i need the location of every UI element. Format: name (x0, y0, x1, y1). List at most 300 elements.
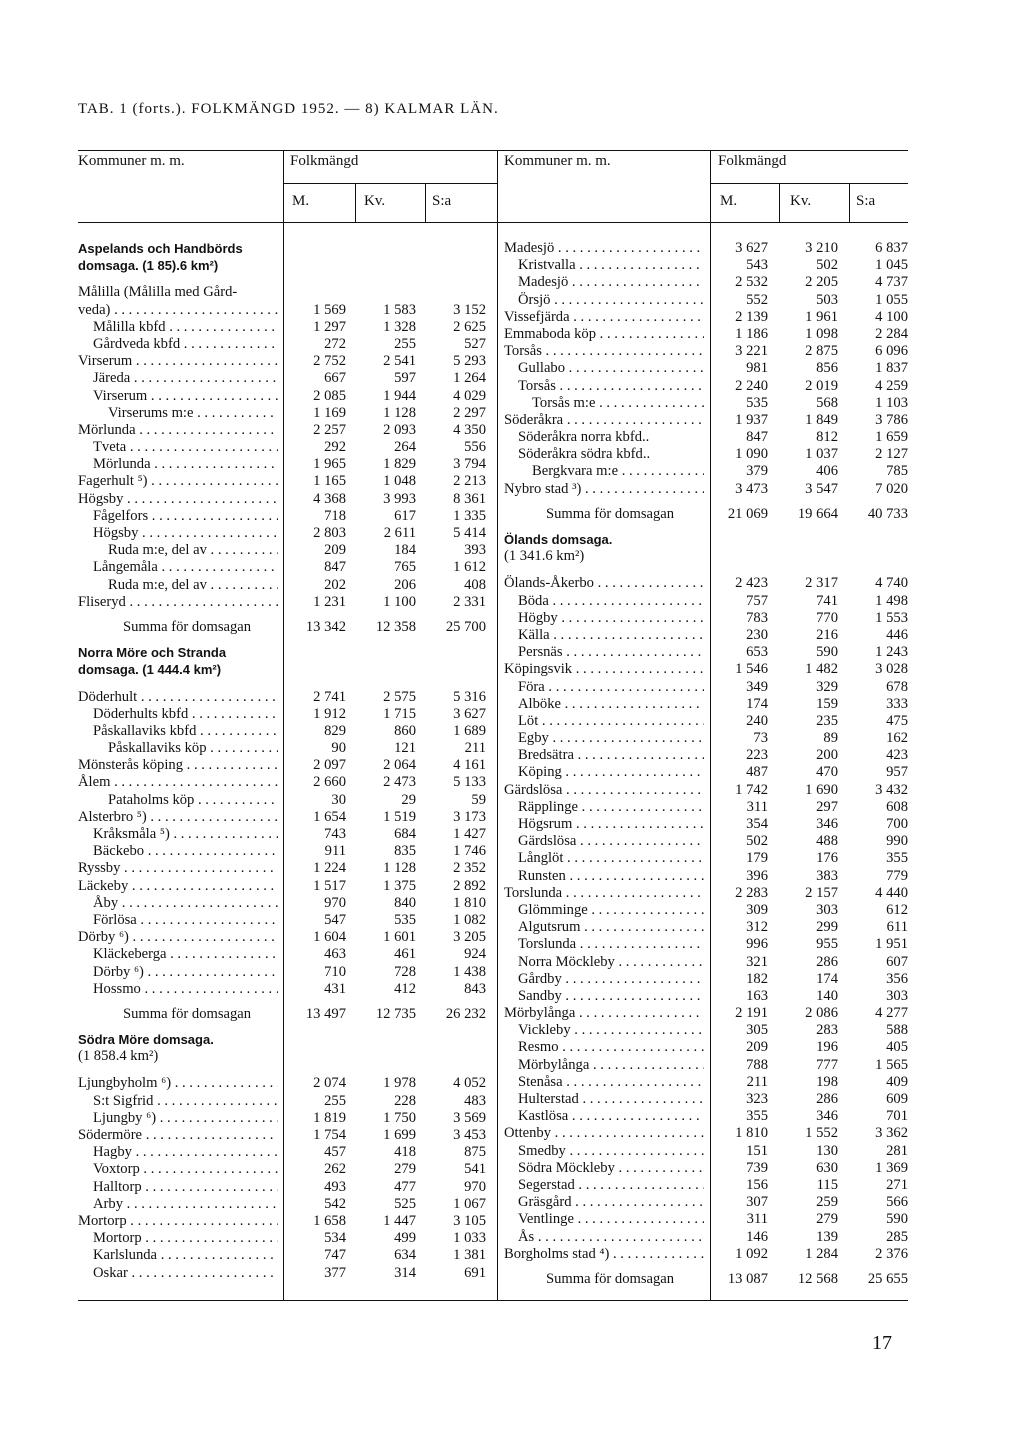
table-row (78, 284, 488, 301)
cell-m: 230 (746, 626, 768, 643)
table-row (78, 577, 488, 594)
cell-m: 2 752 (313, 353, 346, 370)
cell-m: 1 754 (313, 1127, 346, 1143)
row-label: Ryssby . . . (78, 860, 278, 877)
cell-sa: 3 627 (453, 705, 486, 722)
table-row (78, 257, 488, 274)
row-label: Ås . . . (518, 1229, 704, 1246)
row-label: Högsby . . . (93, 525, 278, 542)
cell-m: 1 169 (313, 404, 346, 421)
cell-kv: 1 328 (383, 318, 416, 335)
cell-kv: 176 (816, 850, 838, 867)
row-label: domsaga. (1 444.4 km²) (78, 662, 222, 678)
cell-m: 3 221 (735, 343, 768, 360)
cell-sa: 1 612 (453, 559, 486, 576)
row-label: Bergkvara m:e . . . (532, 463, 704, 480)
row-label: Nybro stad ³) . . . (504, 481, 704, 498)
row-label: Mörlunda . . . (93, 456, 278, 473)
cell-kv: 1 284 (805, 1245, 838, 1262)
cell-kv: 2 875 (805, 343, 838, 360)
cell-kv: 1 375 (383, 877, 416, 894)
cell-kv: 159 (816, 695, 838, 712)
row-label: Ålem . . . (78, 774, 278, 791)
cell-m: 747 (324, 1247, 346, 1264)
cell-m: 431 (324, 980, 346, 997)
row-label: Gärdslösa . . . (504, 782, 704, 799)
table-row (504, 1177, 908, 1194)
cell-sa: 2 213 (453, 473, 486, 490)
cell-m: 2 097 (313, 757, 346, 774)
cell-m: 829 (324, 722, 346, 739)
row-label: Kastlösa . . . (518, 1108, 704, 1125)
cell-kv: 198 (816, 1073, 838, 1090)
header-sa-left: S:a (432, 193, 452, 209)
cell-kv: 3 547 (805, 480, 838, 497)
row-label: Böda . . . (518, 593, 704, 610)
row-label: Mörbylånga . . . (504, 1005, 704, 1022)
cell-m: 788 (746, 1056, 768, 1073)
cell-m: 2 191 (735, 1005, 768, 1022)
row-label: Norra Möckleby . . . (518, 954, 704, 971)
row-label: Vickleby . . . (518, 1022, 704, 1039)
table-row (504, 1039, 908, 1056)
cell-sa: 1 243 (875, 644, 908, 661)
table-row (78, 774, 488, 791)
cell-m: 262 (324, 1161, 346, 1178)
cell-m: 2 660 (313, 774, 346, 791)
cell-kv: 488 (816, 833, 838, 850)
cell-sa: 990 (886, 833, 908, 850)
cell-kv: 418 (394, 1144, 416, 1161)
cell-sa: 4 161 (453, 757, 486, 774)
row-label: Mortorp . . . (93, 1230, 278, 1247)
row-label: Mörlunda . . . (78, 422, 278, 439)
table-row (78, 740, 488, 757)
cell-sa: 556 (464, 439, 486, 456)
cell-kv: 568 (816, 394, 838, 411)
cell-sa: 2 376 (875, 1245, 908, 1262)
cell-m: 2 532 (735, 274, 768, 291)
cell-m: 209 (324, 542, 346, 559)
cell-kv: 174 (816, 970, 838, 987)
row-label: Oskar . . . (93, 1265, 278, 1282)
cell-kv: 1 128 (383, 860, 416, 877)
table-row (78, 1213, 488, 1230)
table-row (78, 1048, 488, 1065)
header-m-left: M. (292, 193, 310, 209)
cell-m: 1 658 (313, 1212, 346, 1229)
row-label: veda) . . . (78, 302, 278, 319)
cell-m: 2 283 (735, 884, 768, 901)
cell-sa: 3 794 (453, 456, 486, 473)
row-label: Söderåkra norra kbfd.. (518, 429, 650, 446)
table-row (504, 446, 908, 463)
table-row (78, 1247, 488, 1264)
cell-sa: 4 029 (453, 387, 486, 404)
cell-m: 667 (324, 370, 346, 387)
cell-sa: 2 625 (453, 318, 486, 335)
row-label: Köpingsvik . . . (504, 661, 704, 678)
cell-kv: 412 (394, 980, 416, 997)
table-row (78, 1230, 488, 1247)
cell-m: 1 937 (735, 411, 768, 428)
table-row (78, 1179, 488, 1196)
table-row (504, 593, 908, 610)
cell-m: 1 965 (313, 456, 346, 473)
cell-sa: 1 033 (453, 1230, 486, 1247)
cell-kv: 206 (394, 576, 416, 593)
table-row (78, 946, 488, 963)
cell-m: 151 (746, 1142, 768, 1159)
row-label: Emmaboda köp . . . (504, 326, 704, 343)
row-label: Föra . . . (518, 679, 704, 696)
cell-m: 463 (324, 946, 346, 963)
cell-sa: 541 (464, 1161, 486, 1178)
row-label: Åby . . . (93, 895, 278, 912)
table-row (504, 799, 908, 816)
rule-right-m (779, 183, 780, 222)
cell-kv: 1 944 (383, 387, 416, 404)
cell-m: 379 (746, 463, 768, 480)
cell-kv: 1 519 (383, 808, 416, 825)
cell-m: 2 139 (735, 308, 768, 325)
table-row (78, 1265, 488, 1282)
cell-m: 2 074 (313, 1075, 346, 1092)
row-label: Torsås . . . (504, 343, 704, 360)
cell-sa: 1 082 (453, 911, 486, 928)
row-label: Runsten . . . (518, 868, 704, 885)
cell-kv: 1 829 (383, 456, 416, 473)
cell-kv: 860 (394, 722, 416, 739)
table-row (78, 336, 488, 353)
cell-m: 534 (324, 1230, 346, 1247)
row-label: Mönsterås köping . . . (78, 757, 278, 774)
row-label: Gårdby . . . (518, 971, 704, 988)
cell-sa: 590 (886, 1211, 908, 1228)
cell-kv: 130 (816, 1142, 838, 1159)
right-table-column (504, 240, 908, 1288)
table-row (504, 481, 908, 498)
cell-kv: 2 064 (383, 757, 416, 774)
cell-sa: 333 (886, 695, 908, 712)
table-row (504, 1143, 908, 1160)
cell-m: 305 (746, 1022, 768, 1039)
table-row (504, 257, 908, 274)
cell-kv: 2 019 (805, 377, 838, 394)
cell-kv: 617 (394, 507, 416, 524)
cell-m: 321 (746, 953, 768, 970)
cell-m: 535 (746, 394, 768, 411)
cell-m: 2 240 (735, 377, 768, 394)
row-label: Gullabo . . . (518, 360, 704, 377)
table-row (504, 696, 908, 713)
row-label: Långemåla . . . (93, 559, 278, 576)
cell-sa: 423 (886, 747, 908, 764)
cell-sa: 3 453 (453, 1127, 486, 1143)
cell-kv: 477 (394, 1178, 416, 1195)
table-row (78, 302, 488, 319)
cell-sa: 970 (464, 1178, 486, 1195)
table-row (78, 792, 488, 809)
cell-sa: 1 498 (875, 592, 908, 609)
cell-m: 487 (746, 764, 768, 781)
row-label: Segerstad . . . (518, 1177, 704, 1194)
rule-left-m (355, 183, 356, 222)
row-label: Torslunda . . . (518, 936, 704, 953)
cell-kv: 3 993 (383, 490, 416, 507)
cell-sa: 1 369 (875, 1159, 908, 1176)
table-row (78, 929, 488, 946)
cell-kv: 461 (394, 946, 416, 963)
row-label: Summa för domsagan (546, 1270, 675, 1287)
cell-m: 21 069 (727, 505, 768, 522)
cell-sa: 3 205 (453, 929, 486, 946)
cell-kv: 406 (816, 463, 838, 480)
cell-kv: 314 (394, 1264, 416, 1281)
cell-sa: 4 259 (875, 377, 908, 394)
cell-sa: 6 096 (875, 343, 908, 360)
row-label: Järeda . . . (93, 370, 278, 387)
cell-m: 255 (324, 1092, 346, 1109)
page-number: 17 (872, 1332, 892, 1354)
cell-kv: 12 568 (797, 1270, 838, 1287)
row-label: Summa för domsagan (123, 1005, 252, 1022)
cell-sa: 2 352 (453, 860, 486, 877)
cell-m: 1 090 (735, 446, 768, 463)
row-label: Dörby ⁶) . . . (93, 964, 278, 981)
cell-sa: 4 350 (453, 421, 486, 438)
table-row (78, 981, 488, 998)
table-row (504, 816, 908, 833)
header-m-right: M. (720, 193, 738, 209)
table-row (78, 1144, 488, 1161)
cell-kv: 19 664 (797, 505, 838, 522)
cell-m: 847 (746, 429, 768, 446)
cell-sa: 271 (886, 1176, 908, 1193)
cell-m: 457 (324, 1144, 346, 1161)
header-bottom-rule (78, 222, 908, 223)
cell-m: 156 (746, 1176, 768, 1193)
row-label: Södermöre . . . (78, 1127, 278, 1144)
cell-m: 502 (746, 833, 768, 850)
cell-kv: 1 482 (805, 661, 838, 678)
cell-m: 547 (324, 911, 346, 928)
table-row (504, 1194, 908, 1211)
cell-kv: 856 (816, 360, 838, 377)
cell-sa: 1 438 (453, 963, 486, 980)
table-title: TAB. 1 (forts.). FOLKMÄNGD 1952. — 8) KALMAR LÄN. (78, 101, 499, 117)
row-label: Högsby . . . (78, 491, 278, 508)
row-label: Söderåkra . . . (504, 412, 704, 429)
row-label: Ljungbyholm ⁶) . . . (78, 1075, 278, 1092)
table-row (78, 508, 488, 525)
cell-kv: 1 037 (805, 446, 838, 463)
cell-kv: 2 575 (383, 688, 416, 705)
cell-kv: 1 128 (383, 404, 416, 421)
table-row (504, 309, 908, 326)
row-label: Tveta . . . (93, 439, 278, 456)
row-label: Södra Möre domsaga. (78, 1032, 214, 1048)
table-row (78, 353, 488, 370)
row-label: Hagby . . . (93, 1144, 278, 1161)
row-label: Summa för domsagan (546, 505, 675, 522)
cell-m: 272 (324, 335, 346, 352)
cell-sa: 1 381 (453, 1247, 486, 1264)
row-label: Virserum . . . (93, 388, 278, 405)
cell-sa: 8 361 (453, 490, 486, 507)
left-table-column (78, 240, 488, 1282)
cell-kv: 470 (816, 764, 838, 781)
table-row (504, 292, 908, 309)
table-row (504, 463, 908, 480)
cell-sa: 211 (464, 740, 486, 757)
cell-kv: 597 (394, 370, 416, 387)
cell-kv: 329 (816, 678, 838, 695)
cell-sa: 2 297 (453, 404, 486, 421)
table-row (504, 378, 908, 395)
row-label: Aspelands och Handbörds (78, 241, 243, 256)
cell-kv: 2 541 (383, 353, 416, 370)
row-label: Bredsätra . . . (518, 747, 704, 764)
cell-m: 2 085 (313, 387, 346, 404)
table-row (78, 456, 488, 473)
table-row (504, 1246, 908, 1263)
row-label: Mortorp . . . (78, 1213, 278, 1230)
table-row (504, 627, 908, 644)
cell-kv: 499 (394, 1230, 416, 1247)
cell-m: 13 342 (305, 618, 346, 635)
cell-sa: 475 (886, 712, 908, 729)
table-row (504, 988, 908, 1005)
cell-m: 718 (324, 507, 346, 524)
table-row (504, 1091, 908, 1108)
cell-kv: 1 978 (383, 1075, 416, 1092)
row-label: Gårdveda kbfd . . . (93, 336, 278, 353)
header-folkmangd-right: Folkmängd (718, 153, 787, 169)
cell-kv: 297 (816, 798, 838, 815)
table-row (78, 1031, 488, 1048)
cell-m: 3 627 (735, 240, 768, 256)
table-row (78, 964, 488, 981)
cell-kv: 812 (816, 429, 838, 446)
row-label: Källa . . . (518, 627, 704, 644)
cell-sa: 785 (886, 463, 908, 480)
row-label: Madesjö . . . (518, 274, 704, 291)
row-label: Döderhults kbfd . . . (93, 706, 278, 723)
cell-kv: 12 358 (375, 618, 416, 635)
cell-sa: 691 (464, 1264, 486, 1281)
table-row (504, 240, 908, 257)
cell-kv: 1 690 (805, 781, 838, 798)
cell-sa: 1 951 (875, 936, 908, 953)
cell-kv: 228 (394, 1092, 416, 1109)
cell-sa: 3 152 (453, 301, 486, 318)
cell-m: 1 165 (313, 473, 346, 490)
cell-sa: 924 (464, 946, 486, 963)
header-kommuner-left: Kommuner m. m. (78, 153, 185, 169)
row-label: Algutsrum . . . (518, 919, 704, 936)
cell-kv: 286 (816, 953, 838, 970)
cell-m: 311 (746, 798, 768, 815)
table-row (504, 1022, 908, 1039)
cell-m: 1 742 (735, 781, 768, 798)
table-row (78, 473, 488, 490)
row-label: Ottenby . . . (504, 1125, 704, 1142)
cell-sa: 1 689 (453, 722, 486, 739)
row-label: Påskallaviks kbfd . . . (93, 723, 278, 740)
row-label: Målilla kbfd . . . (93, 319, 278, 336)
cell-sa: 408 (464, 576, 486, 593)
cell-sa: 4 740 (875, 575, 908, 592)
cell-m: 323 (746, 1091, 768, 1107)
table-row (78, 723, 488, 740)
cell-m: 349 (746, 678, 768, 695)
cell-kv: 264 (394, 439, 416, 456)
row-label: Persnäs . . . (518, 644, 704, 661)
cell-kv: 346 (816, 1108, 838, 1125)
cell-m: 847 (324, 559, 346, 576)
cell-sa: 483 (464, 1092, 486, 1109)
row-label: Pataholms köp . . . (108, 792, 278, 809)
row-label: Påskallaviks köp . . . (108, 740, 278, 757)
cell-sa: 5 414 (453, 525, 486, 541)
header-kommuner-right: Kommuner m. m. (504, 153, 611, 169)
cell-sa: 1 103 (875, 394, 908, 411)
cell-kv: 139 (816, 1228, 838, 1245)
cell-m: 743 (324, 826, 346, 842)
row-label: Torslunda . . . (504, 885, 704, 902)
cell-m: 13 497 (305, 1005, 346, 1022)
table-row (78, 1127, 488, 1144)
cell-m: 355 (746, 1108, 768, 1125)
row-label: Dörby ⁶) . . . (78, 929, 278, 946)
cell-sa: 4 052 (453, 1075, 486, 1092)
row-label: Ruda m:e, del av . . . (108, 542, 278, 559)
cell-sa: 26 232 (445, 1005, 486, 1022)
cell-sa: 611 (886, 919, 908, 936)
table-row (78, 1006, 488, 1023)
table-row (78, 559, 488, 576)
table-row (78, 240, 488, 257)
cell-kv: 279 (394, 1161, 416, 1178)
row-label: Madesjö . . . (504, 240, 704, 257)
cell-m: 710 (324, 963, 346, 980)
row-label: Kristvalla . . . (518, 257, 704, 274)
cell-kv: 121 (394, 740, 416, 757)
cell-m: 13 087 (727, 1270, 768, 1287)
cell-kv: 1 715 (383, 705, 416, 722)
cell-m: 1 224 (313, 860, 346, 877)
cell-m: 1 092 (735, 1245, 768, 1262)
cell-kv: 1 849 (805, 411, 838, 428)
row-label: Mörbylånga . . . (518, 1057, 704, 1074)
cell-sa: 957 (886, 764, 908, 781)
table-row (504, 679, 908, 696)
row-label: Kläckeberga . . . (93, 946, 278, 963)
cell-sa: 3 786 (875, 411, 908, 428)
cell-sa: 281 (886, 1142, 908, 1159)
cell-sa: 3 432 (875, 781, 908, 798)
row-label: Söderåkra södra kbfd.. (518, 446, 651, 463)
rule-right-kv (849, 183, 850, 222)
cell-kv: 535 (394, 911, 416, 928)
row-label: Södra Möckleby . . . (518, 1160, 704, 1177)
table-row (504, 1229, 908, 1246)
cell-sa: 4 277 (875, 1005, 908, 1022)
table-row (78, 422, 488, 439)
cell-sa: 355 (886, 850, 908, 867)
table-row (78, 370, 488, 387)
